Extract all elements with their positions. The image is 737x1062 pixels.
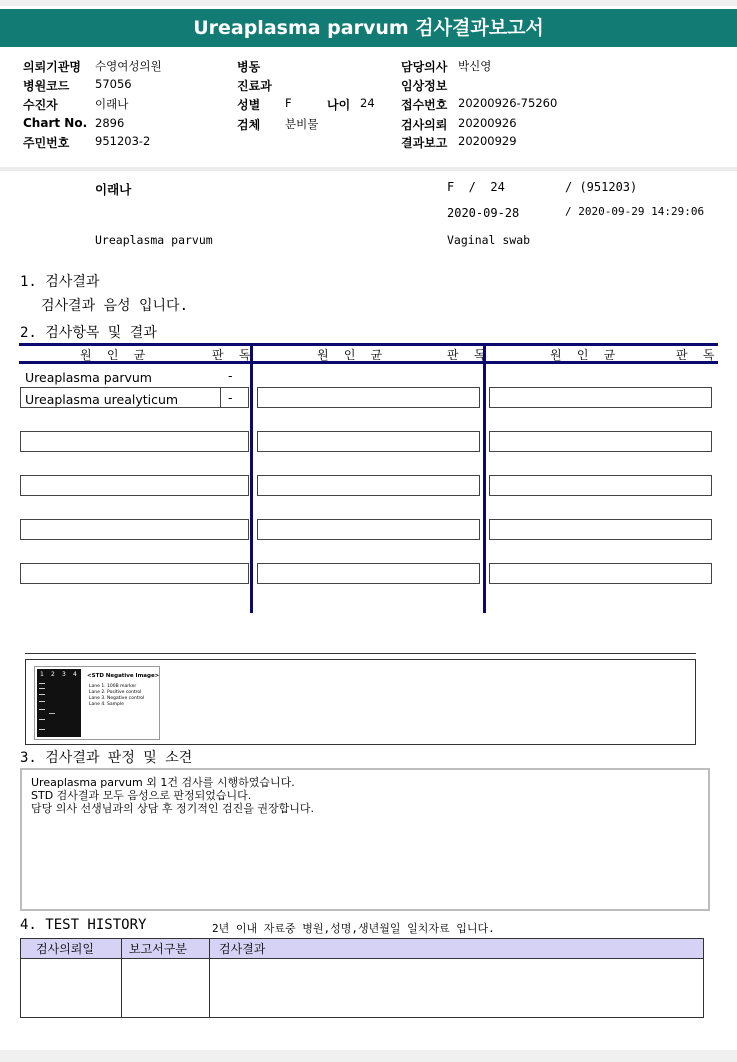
code-value: 57056 <box>95 77 132 91</box>
result-box <box>20 519 249 540</box>
hospital-label: 의뢰기관명 <box>23 60 81 74</box>
receipt-label: 접수번호 <box>401 98 448 112</box>
section2-title: 2. 검사항목 및 결과 <box>20 325 157 341</box>
dept-label: 진료과 <box>237 79 272 93</box>
result-box <box>257 563 480 584</box>
gel-legend-line: Lane 4. Sample <box>89 702 124 707</box>
col1-organism-header: 원 인 균 <box>80 348 150 362</box>
age-value: 24 <box>360 96 375 110</box>
history-col-divider <box>209 939 210 1017</box>
gel-legend-line: Lane 3. Negative control <box>89 696 145 701</box>
gel-legend-line: Lane 1. 100B marker <box>89 684 137 689</box>
gel-legend-line: Lane 2. Positive control <box>89 690 142 695</box>
gel-lanes <box>37 669 81 737</box>
section1-result: 검사결과 음성 입니다. <box>41 298 189 314</box>
col2-organism-header: 원 인 균 <box>317 348 387 362</box>
summary-name: 이래나 <box>95 182 132 197</box>
history-col-result: 검사결과 <box>219 942 266 956</box>
history-table <box>20 938 704 1018</box>
section3-title: 3. 검사결과 판정 및 소견 <box>20 750 193 766</box>
sex-value: F <box>285 96 292 110</box>
gel-lane-label: 4 <box>73 671 77 678</box>
result-box <box>489 519 712 540</box>
remark-line: 담당 의사 선생님과의 상담 후 정기적인 검진을 권장합니다. <box>31 802 314 815</box>
specimen-label: 검체 <box>237 118 261 132</box>
col1-judgment-header: 판 독 <box>212 348 255 362</box>
chart-label: Chart No. <box>23 116 88 130</box>
summary-date1: 2020-09-28 <box>447 206 520 220</box>
report-value: 20200929 <box>458 134 517 148</box>
patient-label: 수진자 <box>23 98 58 112</box>
result-box <box>489 387 712 408</box>
history-col-report-type: 보고서구분 <box>129 942 187 956</box>
clinical-label: 임상정보 <box>401 79 448 93</box>
gel-band <box>39 701 45 702</box>
gel-band <box>39 729 45 730</box>
request-value: 20200926 <box>458 116 517 130</box>
info-separator <box>0 167 737 171</box>
result-box <box>489 563 712 584</box>
grid-divider-2 <box>483 343 486 613</box>
gel-image-frame <box>25 659 696 745</box>
specimen-value: 분비물 <box>285 117 319 131</box>
remarks-box <box>20 768 710 911</box>
summary-sample: Vaginal swab <box>447 233 531 247</box>
request-label: 검사의뢰 <box>401 118 448 132</box>
gel-image <box>34 666 160 740</box>
receipt-value: 20200926-75260 <box>458 96 558 110</box>
col2-judgment-header: 판 독 <box>447 348 490 362</box>
code-label: 병원코드 <box>23 79 70 93</box>
patient-value: 이래나 <box>95 97 129 111</box>
history-header <box>21 939 703 959</box>
summary-date2: / 2020-09-29 14:29:06 <box>565 205 705 218</box>
history-col-request-date: 검사의뢰일 <box>36 942 94 956</box>
remark-line: STD 검사결과 모두 음성으로 판정되었습니다. <box>31 789 252 802</box>
grid-divider-1 <box>250 343 253 613</box>
result-box <box>257 475 480 496</box>
result-row-1-name: Ureaplasma parvum <box>25 370 152 385</box>
ward-label: 병동 <box>237 60 261 74</box>
gel-lane-label: 2 <box>51 671 55 678</box>
id-label: 주민번호 <box>23 136 70 150</box>
gel-band <box>49 713 55 714</box>
hospital-value: 수영여성의원 <box>95 59 162 73</box>
age-label: 나이 <box>327 98 351 112</box>
summary-sex-age: F / 24 <box>447 180 505 194</box>
result-row-1-value: - <box>228 368 233 383</box>
summary-test: Ureaplasma parvum <box>95 233 213 247</box>
result-row-2-name: Ureaplasma urealyticum <box>25 392 179 407</box>
bottom-strip <box>0 1050 737 1062</box>
gel-title: <STD Negative Image> <box>87 673 160 679</box>
section4-title: 4. TEST HISTORY <box>20 917 147 933</box>
report-title: Ureaplasma parvum 검사결과보고서 <box>0 9 737 47</box>
history-col-divider <box>121 939 122 1017</box>
gel-band <box>39 719 45 720</box>
result-box <box>20 563 249 584</box>
id-value: 951203-2 <box>95 134 151 148</box>
result-box <box>20 431 249 452</box>
top-strip <box>0 0 737 6</box>
gel-band <box>39 709 45 710</box>
remark-line: Ureaplasma parvum 외 1건 검사를 시행하였습니다. <box>31 776 295 789</box>
gel-lane-label: 3 <box>62 671 66 678</box>
doctor-label: 담당의사 <box>401 60 448 74</box>
result-box <box>257 431 480 452</box>
result-box <box>257 519 480 540</box>
result-box <box>489 475 712 496</box>
gel-lane-label: 1 <box>40 671 44 678</box>
chart-value: 2896 <box>95 116 125 130</box>
history-note: 2년 이내 자료중 병원,성명,생년월일 일치자료 입니다. <box>212 922 495 935</box>
report-label: 결과보고 <box>401 136 448 150</box>
gel-band <box>39 688 45 689</box>
result-box <box>20 475 249 496</box>
gel-legend <box>89 684 144 708</box>
result-box <box>489 431 712 452</box>
summary-birth: / (951203) <box>565 180 638 194</box>
sex-label: 성별 <box>237 98 261 112</box>
doctor-value: 박신영 <box>458 59 492 73</box>
section1-title: 1. 검사결과 <box>20 274 100 290</box>
gel-band <box>39 683 45 684</box>
gel-band <box>39 694 45 695</box>
gel-top-line <box>25 653 696 654</box>
col3-organism-header: 원 인 균 <box>550 348 620 362</box>
result-row-2-value: - <box>228 390 233 405</box>
result-box <box>257 387 480 408</box>
col3-judgment-header: 판 독 <box>676 348 719 362</box>
